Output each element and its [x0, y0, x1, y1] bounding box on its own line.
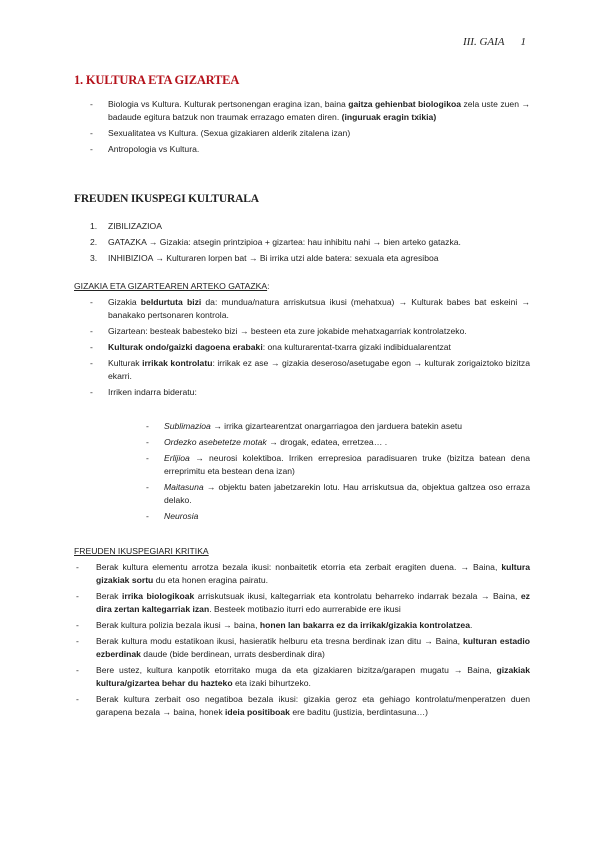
- item-text: da: mundua/natura arriskutsua ikusi (mehatxua) → Kulturak babes bat eskeini → banakako pertsonaren kontrola.: [108, 297, 530, 320]
- item-italic-text: Neurosia: [164, 511, 199, 521]
- section1-list: [90, 98, 530, 159]
- item-text: .: [470, 620, 473, 630]
- subsection-title: GIZAKIA ETA GIZARTEAREN ARTEKO GATAZKA: [74, 281, 268, 291]
- list-item: [74, 619, 530, 632]
- bullet-dash: -: [76, 665, 79, 675]
- item-text: Gizakia: [108, 297, 141, 307]
- item-text: arriskutsuak ikusi, kaltegarriak eta kontrolatu beharreko indarrak bezala → Baina,: [194, 591, 521, 601]
- item-text: → drogak, edatea, erretzea… .: [266, 437, 388, 447]
- bullet-dash: -: [90, 326, 93, 336]
- item-text: : ona kulturarentat-txarra gizaki indibidualarentzat: [262, 342, 451, 352]
- section4-list: [74, 561, 530, 722]
- bullet-dash: -: [146, 421, 149, 431]
- sub-list-item: [146, 481, 530, 507]
- item-text: GATAZKA → Gizakia: atsegin printzipioa + gizartea: hau inhibitu nahi → bien arteko gatazka.: [108, 237, 461, 247]
- bullet-dash: -: [90, 99, 93, 109]
- list-item: [90, 341, 530, 354]
- item-text: Irriken indarra bideratu:: [108, 387, 197, 397]
- item-bold-text: irrika biologikoak: [121, 591, 195, 601]
- section2-numbered-list: [90, 220, 530, 268]
- sub-list-item: [146, 420, 530, 433]
- section3-sublist: [146, 420, 530, 526]
- item-text: eta izaki bihurtzeko.: [232, 678, 311, 688]
- item-text: Biologia vs Kultura. Kulturak pertsonengan eragina izan, baina: [108, 99, 349, 109]
- numbered-item: [90, 252, 530, 265]
- bullet-dash: -: [76, 694, 79, 704]
- item-bold-text: gaitza gehienbat biologikoa: [348, 99, 462, 109]
- item-italic-text: Ordezko asebetetze motak: [164, 437, 267, 447]
- item-text: ZIBILIZAZIOA: [108, 221, 162, 231]
- item-italic-text: Erlijioa: [164, 453, 190, 463]
- list-item: [90, 296, 530, 322]
- item-text: Berak kultura elementu arrotza bezala ikusi: nonbaitetik etorria eta zerbait eragiten duena. → Baina,: [96, 562, 502, 572]
- numbered-item: [90, 236, 530, 249]
- list-item: [90, 357, 530, 383]
- bullet-dash: -: [146, 453, 149, 463]
- list-item: [74, 693, 530, 719]
- item-bold-text: honen lan bakarra ez da irrikak/gizakia kontrolatzea: [259, 620, 470, 630]
- item-text: Berak kultura modu estatikoan ikusi, hasieratik helburu eta tresna berdinak izan ditu → Baina,: [96, 636, 464, 646]
- numbered-item: [90, 220, 530, 233]
- list-item: [90, 386, 530, 399]
- bullet-dash: -: [90, 144, 93, 154]
- page-number: 1: [520, 36, 526, 48]
- bullet-dash: -: [76, 591, 79, 601]
- item-bold-text: kultura gizakiak sortu: [96, 562, 530, 585]
- item-text: Antropologia vs Kultura.: [108, 144, 200, 154]
- item-text: INHIBIZIOA → Kulturaren lorpen bat → Bi irrika utzi alde batera: sexuala eta agresiboa: [108, 253, 439, 263]
- section-heading-kultura-gizartea: 1. KULTURA ETA GIZARTEA: [74, 73, 240, 87]
- section-heading-freuden-ikuspegi: FREUDEN IKUSPEGI KULTURALA: [74, 193, 259, 205]
- item-number: 3.: [90, 253, 98, 263]
- item-bold-text: gizakiak kultura/gizartea behar du hazteko: [96, 665, 530, 688]
- item-text: . Besteek motibazio iturri edo aurrerabide ere ikusi: [209, 604, 401, 614]
- section3-list: [90, 296, 530, 402]
- item-text: du eta honen eragina pairatu.: [153, 575, 268, 585]
- item-text: daude (bide berdinean, urrats desberdinak dira): [140, 649, 325, 659]
- item-text: → neurosi kolektiboa. Irriken errepresioa paradisuaren truke (bizitza batean dena erreprimitu eta bestean dena izan): [164, 453, 530, 476]
- list-item: [74, 561, 530, 587]
- subsection-heading-kritika: FREUDEN IKUSPEGIARI KRITIKA: [74, 546, 209, 556]
- list-item: [90, 127, 530, 140]
- list-item: [74, 664, 530, 690]
- item-text: Bere ustez, kultura kanpotik etorritako muga da eta gizakiaren bizitza/garapen mugatu → Baina,: [96, 665, 497, 675]
- item-text: Berak kultura polizia bezala ikusi → baina,: [96, 620, 260, 630]
- bullet-dash: -: [76, 636, 79, 646]
- item-bold-text: ideia positiboak: [225, 707, 290, 717]
- bullet-dash: -: [90, 297, 93, 307]
- item-bold-text: Kulturak ondo/gaizki dagoena erabaki: [108, 342, 263, 352]
- item-italic-text: Maitasuna: [164, 482, 204, 492]
- bullet-dash: -: [90, 387, 93, 397]
- subsection-colon: :: [267, 281, 270, 291]
- item-bold-text: beldurtuta bizi: [140, 297, 202, 307]
- item-italic-text: Sublimazioa: [164, 421, 211, 431]
- item-number: 2.: [90, 237, 98, 247]
- list-item: [90, 143, 530, 156]
- item-text: ere baditu (justizia, berdintasuna…): [289, 707, 429, 717]
- bullet-dash: -: [90, 128, 93, 138]
- bullet-dash: -: [90, 342, 93, 352]
- bullet-dash: -: [76, 620, 79, 630]
- item-bold-text: irrikak kontrolatu: [142, 358, 213, 368]
- item-text: zela uste zuen → badaude egitura batzuk non traumak errazago ematen diren.: [108, 99, 530, 122]
- bullet-dash: -: [90, 358, 93, 368]
- bullet-dash: -: [76, 562, 79, 572]
- bullet-dash: -: [146, 437, 149, 447]
- sub-list-item: [146, 510, 530, 523]
- item-text: : irrikak ez ase → gizakia deseroso/asetugabe egon → kulturak zorigaiztoko bizitza ekarri.: [108, 358, 530, 381]
- sub-list-item: [146, 436, 530, 449]
- item-bold-text: (inguruak eragin txikia): [341, 112, 437, 122]
- subsection-heading-gatazka: [74, 281, 269, 291]
- bullet-dash: -: [146, 482, 149, 492]
- item-text: → objektu baten jabetzarekin lotu. Hau arriskutsua da, objektua galtzea oso erraza delako.: [164, 482, 530, 505]
- chapter-label: III. GAIA: [462, 36, 505, 48]
- item-text: Gizartean: besteak babesteko bizi → besteen eta zure jokabide mehatxagarriak kontrolatzeko.: [108, 326, 467, 336]
- list-item: [90, 325, 530, 338]
- item-bold-text: ez dira zertan kaltegarriak izan: [96, 591, 530, 614]
- list-item: [74, 635, 530, 661]
- bullet-dash: -: [146, 511, 149, 521]
- item-text: Sexualitatea vs Kultura. (Sexua gizakiaren alderik zitalena izan): [108, 128, 351, 138]
- item-text: Berak: [96, 591, 122, 601]
- item-bold-text: kulturan estadio ezberdinak: [96, 636, 530, 659]
- list-item: [90, 98, 530, 124]
- item-text: Kulturak: [108, 358, 143, 368]
- list-item: [74, 590, 530, 616]
- running-header: [463, 36, 526, 48]
- sub-list-item: [146, 452, 530, 478]
- item-text: → irrika gizartearentzat onargarriagoa den jarduera batekin asetu: [210, 421, 463, 431]
- item-text: Berak kultura zerbait oso negatiboa bezala ikusi: gizakia geroz eta gehiago kontrolatu/menperatzen duen garapena bezala → baina, honek: [96, 694, 530, 717]
- item-number: 1.: [90, 221, 98, 231]
